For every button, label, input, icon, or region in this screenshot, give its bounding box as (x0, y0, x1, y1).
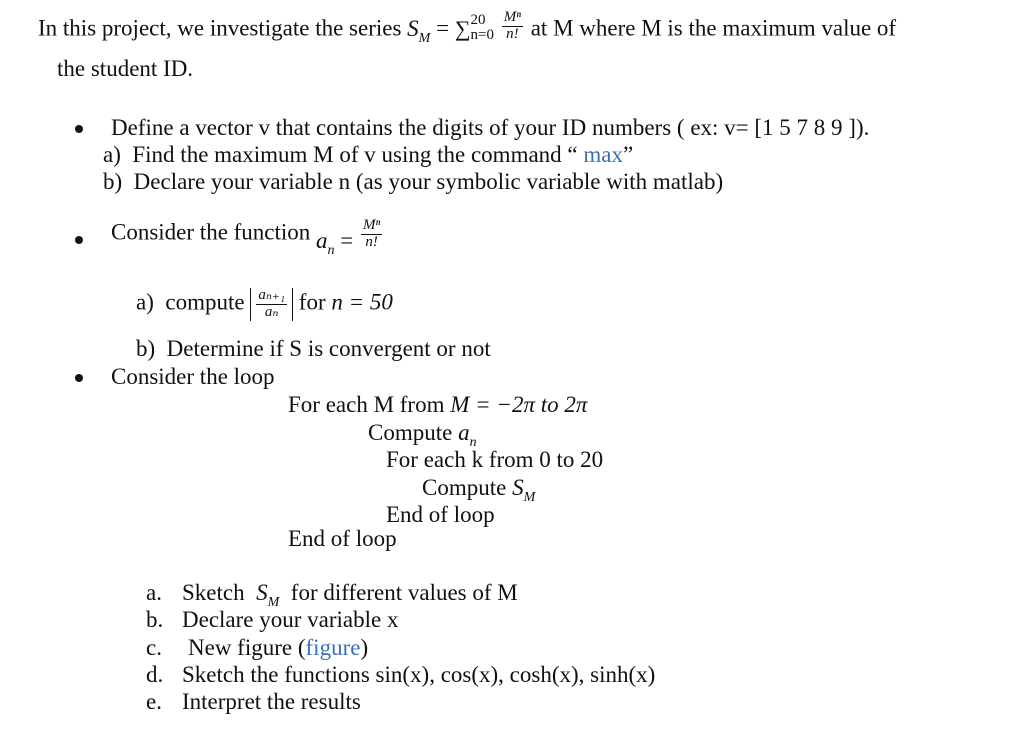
intro-line-2: the student ID. (57, 56, 194, 81)
task-item-a: a. Sketch $S_M$ for different values of M (146, 580, 518, 610)
loop-line-5: End of loop (386, 502, 495, 527)
bullet-3 (75, 374, 83, 382)
bullet-2 (75, 236, 83, 244)
bullet1-text: Define a vector v that contains the digits of your ID numbers ( ex: v= [1 5 7 8 9 ]). (111, 115, 870, 140)
loop-line-3: For each k from 0 to 20 (386, 447, 604, 472)
loop-line-4: Compute $S_M$ (422, 475, 536, 505)
max-command-link: max (577, 142, 623, 167)
bullet2-item-a: a) compute $\frac{\text{aₙ₊₁}}{\text{aₙ}}$ for n = 50 (136, 287, 393, 320)
loop-line-1: For each M from M = −2π to 2π (288, 392, 588, 417)
bullet2-text: Consider the function $a_n$ = $\frac{\text{Mⁿ}}{n!}$ (111, 217, 381, 258)
task-item-c: c. New figure (figure) (146, 635, 369, 660)
sum-notation: ∑ 20 n=0 (454, 12, 494, 44)
series-symbol: $S_M$ (407, 15, 431, 46)
task-item-d: d. Sketch the functions sin(x), cos(x), cosh(x), sinh(x) (146, 662, 656, 687)
bullet2-item-b: b) Determine if S is convergent or not (136, 336, 491, 361)
intro-text-2: at M where M is the maximum value of (530, 15, 897, 41)
equals-sign: = (436, 15, 450, 41)
intro-text: In this project, we investigate the series (38, 15, 402, 41)
figure-command-link: figure (305, 635, 361, 660)
series-fraction: $\frac{\text{Mⁿ}}{n!}$ (503, 9, 521, 42)
bullet1-item-a: a) Find the maximum M of v using the command “ max” (103, 142, 634, 167)
bullet3-text: Consider the loop (111, 364, 275, 389)
bullet-1 (75, 125, 83, 133)
loop-line-2: Compute $a_n$ (368, 420, 477, 450)
bullet1-item-b: b) Declare your variable n (as your symbolic variable with matlab) (103, 169, 724, 194)
ratio-abs: $\frac{\text{aₙ₊₁}}{\text{aₙ}}$ (250, 288, 293, 321)
intro-line (38, 9, 897, 47)
task-item-b: b. Declare your variable x (146, 607, 399, 632)
loop-line-6: End of loop (288, 526, 397, 551)
task-item-e: e. Interpret the results (146, 689, 361, 714)
function-fraction: $\frac{\text{Mⁿ}}{n!}$ (363, 217, 381, 250)
